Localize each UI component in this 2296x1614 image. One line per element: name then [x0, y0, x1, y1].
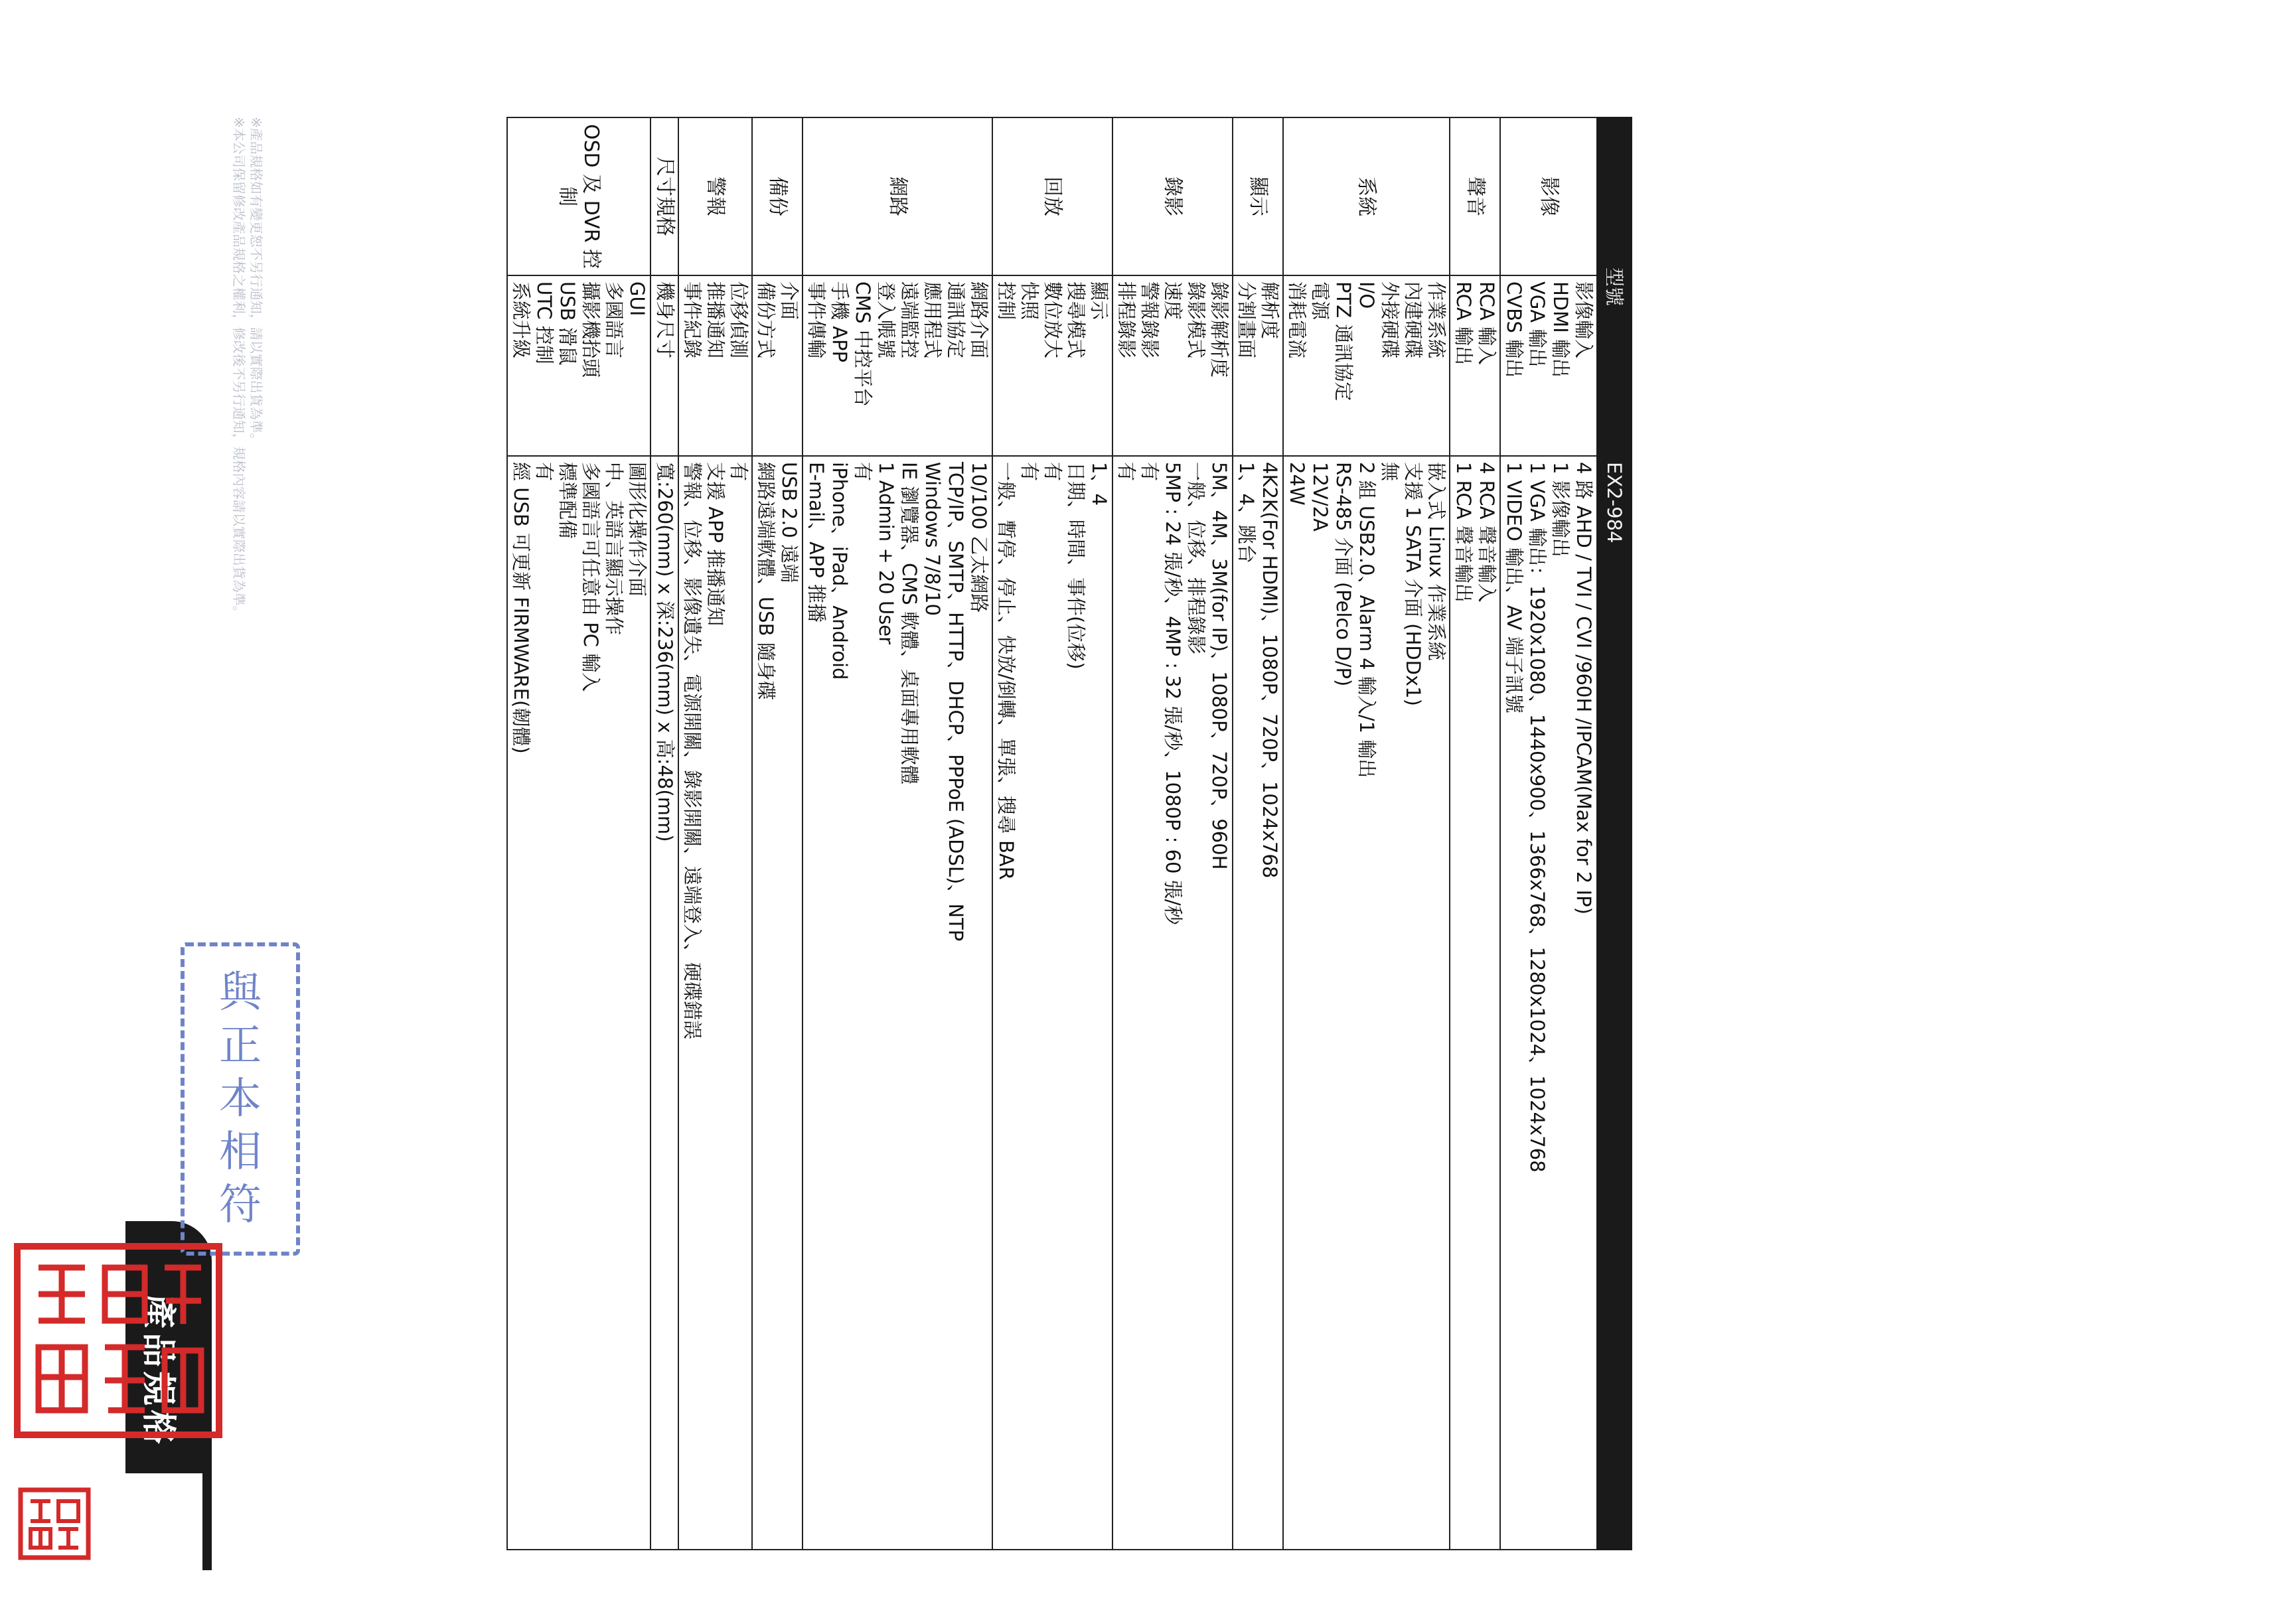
spec-row [678, 117, 752, 1550]
spec-item-label: 搜尋模式 [1065, 281, 1087, 359]
spec-item-value: 12V/2A [1309, 462, 1332, 532]
spec-item-label: CMS 中控平台 [852, 281, 874, 407]
spec-item-value: 24W [1286, 462, 1308, 506]
spec-item-label: 系統升級 [510, 281, 532, 359]
footnote-line: ※產品規格如有變更恕不另行通知，請以實際出貨為準。 [248, 117, 264, 447]
spec-item-value: 5M、4M、3M(for IP)、1080P、720P、960H [1208, 462, 1231, 870]
spec-item-label: 警報錄影 [1138, 281, 1161, 359]
spec-item-label: CVBS 輸出 [1503, 281, 1525, 378]
spec-item-label: 備份方式 [755, 281, 777, 359]
spec-item-value: 1 影像輸出 [1549, 462, 1572, 557]
spec-row [651, 117, 678, 1550]
spec-item-label: 消耗電流 [1286, 281, 1308, 359]
spec-item-label: 控制 [995, 281, 1018, 321]
spec-item-value: 有 [727, 462, 750, 482]
header-model: EX2-984 [1597, 456, 1632, 1550]
spec-item-value: 一般、暫停、停止、快放/倒轉、單張、搜尋 BAR [995, 462, 1018, 880]
spec-items [803, 275, 992, 456]
spec-item-label: 事件紀錄 [681, 281, 704, 359]
header-label: 型號 [1597, 117, 1632, 456]
spec-item-value: 寬:260(mm) x 深:236(mm) x 高:48(mm) [654, 462, 676, 842]
spec-item-value: 1、4、跳台 [1235, 462, 1258, 563]
spec-item-value: 嵌入式 Linux 作業系統 [1425, 462, 1448, 661]
certified-copy-stamp [181, 942, 300, 1256]
spec-item-label: 推播通知 [704, 281, 727, 359]
spec-category: 警報 [678, 117, 752, 275]
spec-item-label: GUI [626, 281, 649, 317]
spec-item-label: HDMI 輸出 [1549, 281, 1572, 378]
spec-item-value: 4K2K(For HDMI)、1080P、720P、1024x768 [1259, 462, 1281, 879]
spec-values [507, 456, 651, 1550]
spec-item-value: 多國語言可任意由 PC 輸入 [579, 462, 602, 692]
spec-item-label: RCA 輸出 [1452, 281, 1475, 366]
spec-item-value: 無 [1379, 462, 1401, 482]
spec-item-label: 手機 APP [828, 281, 851, 363]
spec-item-value: IE 瀏覽器、CMS 軟體、桌面專用軟體 [898, 462, 921, 785]
spec-item-label: 錄影解析度 [1208, 281, 1231, 378]
spec-item-value: 支援 1 SATA 介面 (HDDx1) [1402, 462, 1424, 706]
spec-item-label: 分割畫面 [1235, 281, 1258, 359]
spec-row [1450, 117, 1500, 1550]
spec-item-value: 有 [1138, 462, 1161, 482]
spec-items [1283, 275, 1450, 456]
spec-item-value: 網路遠端軟體、USB 隨身碟 [755, 462, 777, 700]
spec-item-value: 10/100 乙太網路 [968, 462, 990, 613]
spec-item-label: UTC 控制 [533, 281, 556, 364]
spec-row [1233, 117, 1283, 1550]
spec-row [752, 117, 803, 1550]
spec-category: 錄影 [1112, 117, 1233, 275]
spec-item-value: 有 [1041, 462, 1064, 482]
spec-item-value: 有 [1018, 462, 1041, 482]
spec-category: OSD 及 DVR 控制 [507, 117, 651, 275]
spec-item-label: 網路介面 [968, 281, 990, 359]
spec-item-label: 排程錄影 [1115, 281, 1138, 359]
spec-items [992, 275, 1112, 456]
spec-category: 網路 [803, 117, 992, 275]
spec-item-label: 外接硬碟 [1379, 281, 1401, 359]
spec-item-label: PTZ 通訊協定 [1332, 281, 1355, 402]
spec-category: 回放 [992, 117, 1112, 275]
spec-item-value: 有 [1115, 462, 1138, 482]
title-underline [202, 1471, 212, 1570]
spec-values [1450, 456, 1500, 1550]
spec-values [1112, 456, 1233, 1550]
footnote [230, 117, 265, 913]
spec-values [651, 456, 678, 1550]
spec-items [678, 275, 752, 456]
spec-category: 備份 [752, 117, 803, 275]
spec-item-label: 遠端監控 [898, 281, 921, 359]
header-row [1597, 117, 1632, 1550]
spec-item-label: 解析度 [1259, 281, 1281, 340]
spec-item-label: 電源 [1309, 281, 1332, 321]
spec-item-label: 事件傳輸 [805, 281, 828, 359]
spec-body [507, 117, 1597, 1550]
spec-item-label: RCA 輸入 [1476, 281, 1498, 366]
spec-item-value: USB 2.0 遠端 [778, 462, 801, 583]
spec-item-label: 影像輸入 [1572, 281, 1595, 359]
spec-row [1283, 117, 1450, 1550]
spec-item-value: 圖形化操作介面 [626, 462, 649, 597]
spec-values [803, 456, 992, 1550]
spec-item-value: 有 [533, 462, 556, 482]
spec-row [507, 117, 651, 1550]
spec-item-value: RS-485 介面 (Pelco D/P) [1332, 462, 1355, 687]
spec-item-value: Windows 7/8/10 [921, 462, 944, 617]
spec-item-value: 中、英語言顯示操作 [603, 462, 625, 636]
spec-item-label: 位移偵測 [727, 281, 750, 359]
spec-row [803, 117, 992, 1550]
spec-item-value: E-mail、APP 推播 [805, 462, 828, 623]
spec-item-label: 登入帳號 [875, 281, 897, 359]
spec-category: 影像 [1500, 117, 1597, 275]
spec-item-value: 4 路 AHD / TVI / CVI /960H /IPCAM(Max for 2 IP) [1572, 462, 1595, 915]
spec-category: 顯示 [1233, 117, 1283, 275]
spec-item-label: 速度 [1162, 281, 1184, 321]
spec-item-value: 1 RCA 聲音輸出 [1452, 462, 1475, 603]
spec-items [1450, 275, 1500, 456]
spec-item-label: I/O [1355, 281, 1378, 309]
company-seal-icon [12, 1241, 224, 1440]
representative-seal-icon [17, 1487, 92, 1561]
spec-item-value: 1 VIDEO 輸出、AV 端子訊號 [1503, 462, 1525, 713]
spec-item-label: 多國語言 [603, 281, 625, 359]
spec-item-label: 機身尺寸 [654, 281, 676, 359]
page-title: 產品規格 [138, 1294, 178, 1449]
spec-item-value: 警報、位移、影像遺失、電源開關、錄影開關、遠端登入、硬碟錯誤 [681, 462, 704, 1040]
spec-item-label: 內建硬碟 [1402, 281, 1424, 359]
spec-item-value: 經 USB 可更新 FIRMWARE(韌體) [510, 462, 532, 754]
spec-item-value: 4 RCA 聲音輸入 [1476, 462, 1498, 603]
spec-values [1233, 456, 1283, 1550]
spec-category: 尺寸規格 [651, 117, 678, 275]
spec-values [752, 456, 803, 1550]
spec-category: 系統 [1283, 117, 1450, 275]
spec-item-value: 支援 APP 推播通知 [704, 462, 727, 626]
spec-item-value: 2 組 USB2.0、Alarm 4 輸入/1 輸出 [1355, 462, 1378, 778]
spec-category: 聲音 [1450, 117, 1500, 275]
spec-items [651, 275, 678, 456]
spec-item-label: USB 滑鼠 [556, 281, 579, 366]
spec-item-value: 1 Admin + 20 User [875, 462, 897, 645]
footnote-line: ※本公司保留修改產品規格之權利，修改後不另行通知，規格內容請以實際出貨為準。 [231, 117, 247, 619]
spec-item-value: iPhone、iPad、Android [828, 462, 851, 680]
spec-values [1500, 456, 1597, 1550]
spec-item-label: 介面 [778, 281, 801, 321]
spec-row [1500, 117, 1597, 1550]
spec-row [1112, 117, 1233, 1550]
spec-items [507, 275, 651, 456]
spec-values [1283, 456, 1450, 1550]
spec-item-label: 作業系統 [1425, 281, 1448, 359]
spec-item-value: 標準配備 [556, 462, 579, 540]
spec-item-label: VGA 輸出 [1526, 281, 1549, 368]
spec-item-label: 快照 [1018, 281, 1041, 321]
spec-item-label: 通訊協定 [945, 281, 967, 359]
spec-item-value: 有 [852, 462, 874, 482]
spec-item-label: 顯示 [1088, 281, 1110, 321]
spec-item-value: TCP/IP、SMTP、HTTP、DHCP、PPPoE (ADSL)、NTP [945, 462, 967, 942]
spec-row [992, 117, 1112, 1550]
spec-item-value: 1、4 [1088, 462, 1110, 506]
spec-values [678, 456, 752, 1550]
certified-copy-stamp-text: 與 正 本 相 符 [219, 968, 262, 1230]
spec-items [752, 275, 803, 456]
spec-item-value: 一般、位移、排程錄影 [1185, 462, 1207, 655]
spec-item-value: 日期、時間、事件(位移) [1065, 462, 1087, 670]
spec-item-value: 1 VGA 輸出：1920x1080、1440x900、1366x768、1280x1024、1024x768 [1526, 462, 1549, 1173]
spec-values [992, 456, 1112, 1550]
spec-items [1112, 275, 1233, 456]
spec-items [1233, 275, 1283, 456]
spec-item-label: 應用程式 [921, 281, 944, 359]
spec-item-label: 錄影模式 [1185, 281, 1207, 359]
spec-item-label: 數位放大 [1041, 281, 1064, 359]
spec-table [506, 117, 1632, 1550]
spec-items [1500, 275, 1597, 456]
spec-item-label: 攝影機抬頭 [579, 281, 602, 378]
spec-item-value: 5MP : 24 張/秒、4MP : 32 張/秒、1080P : 60 張/秒 [1162, 462, 1184, 925]
